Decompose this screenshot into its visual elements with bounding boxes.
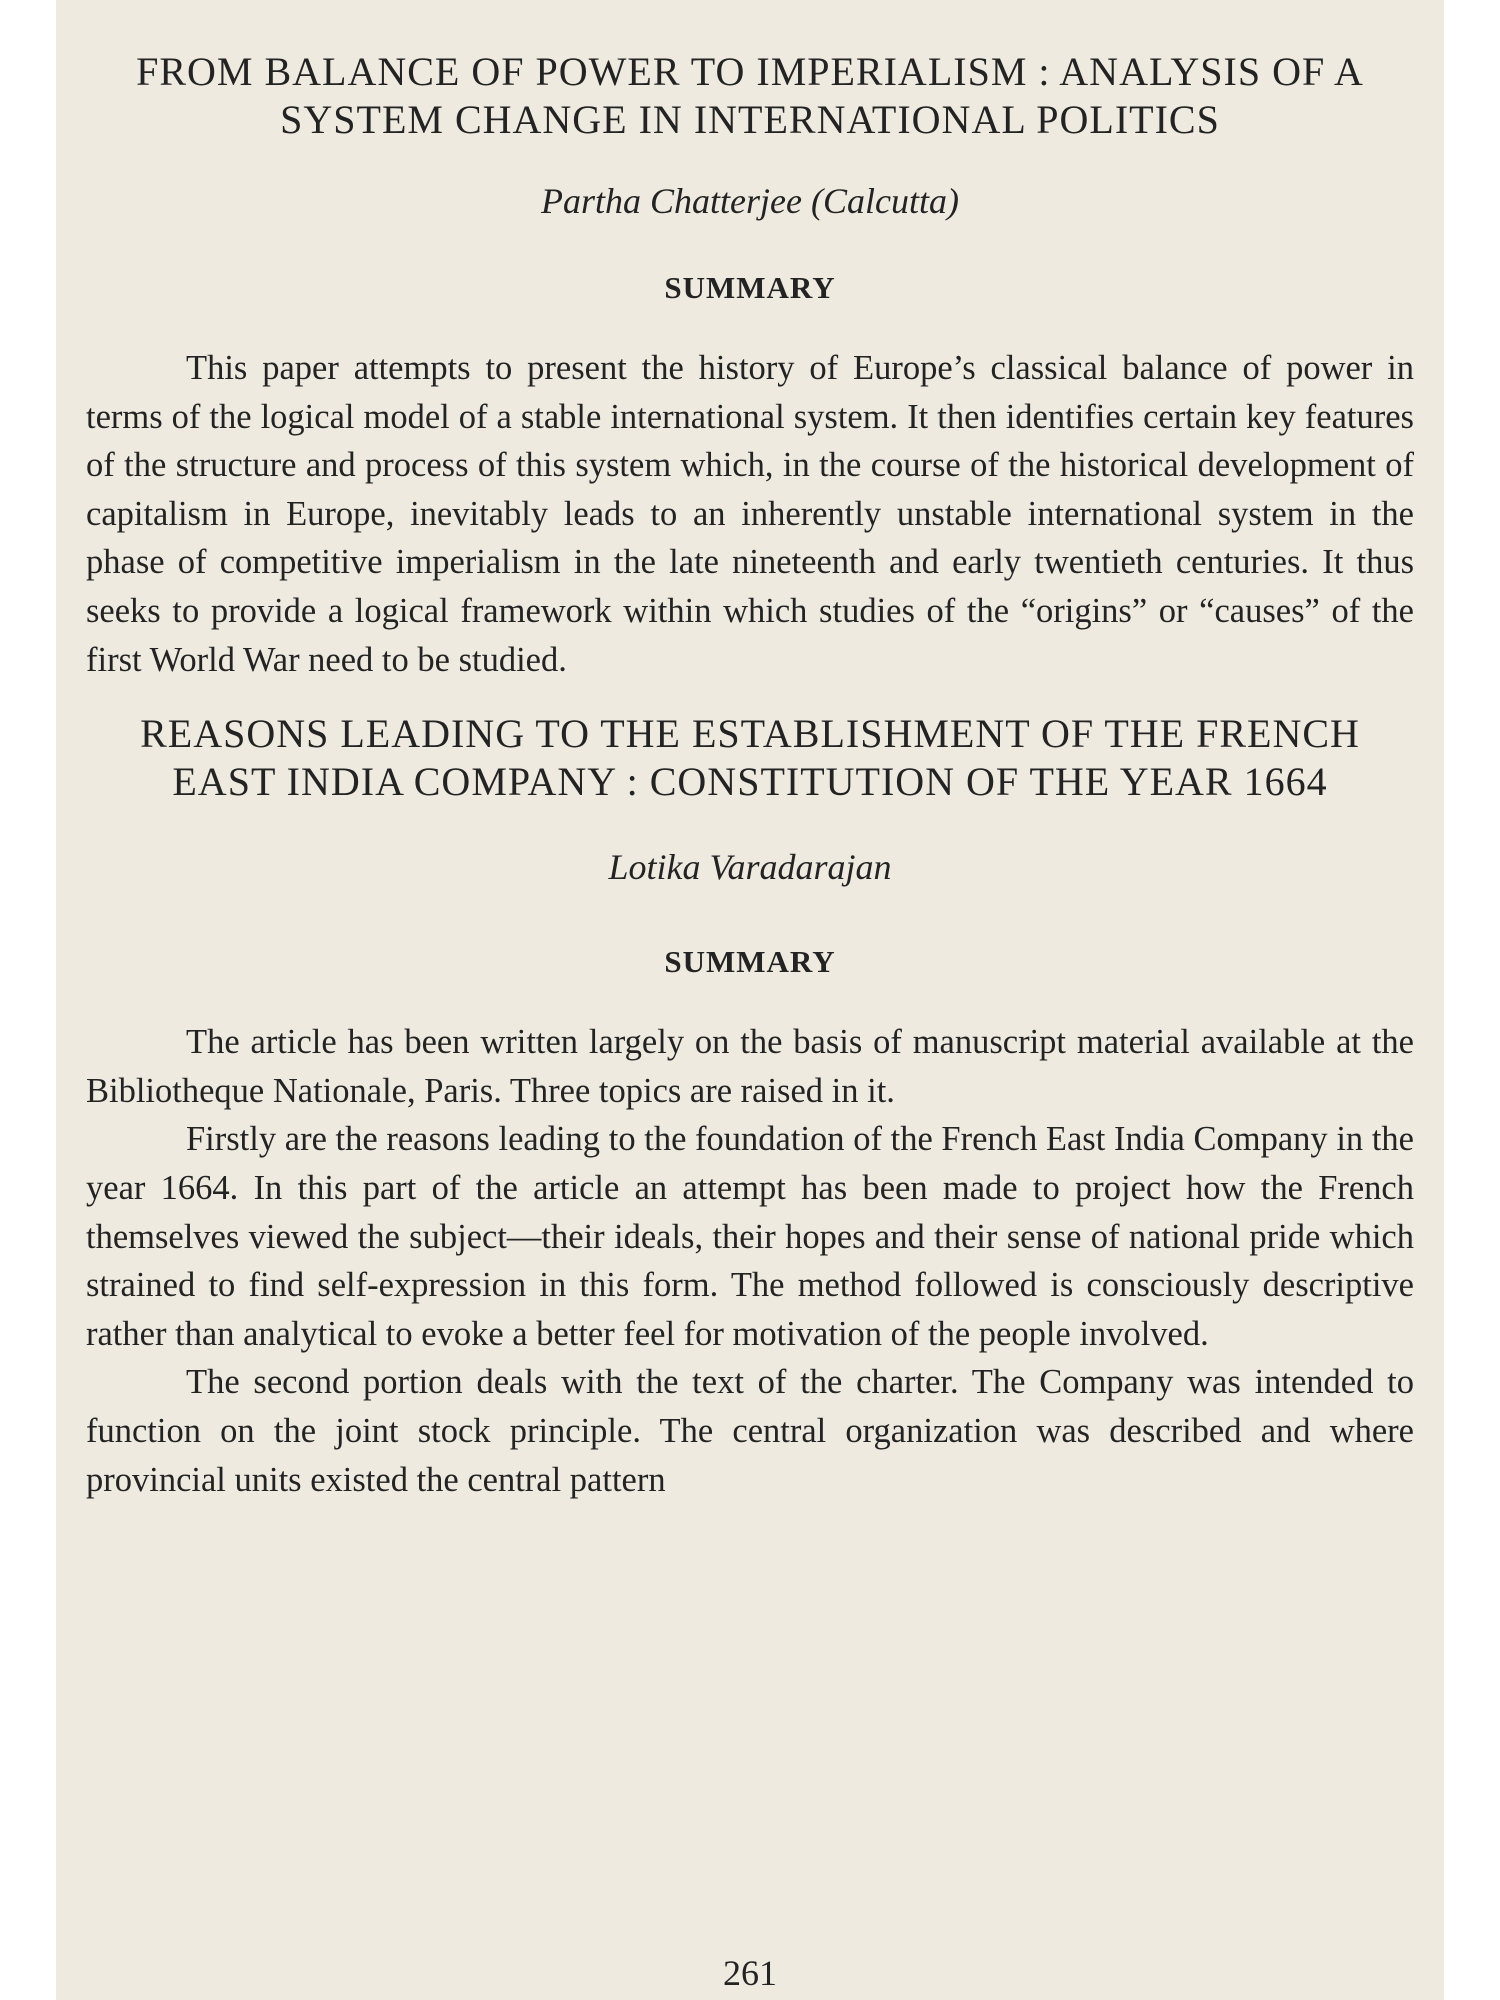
article1-author: Partha Chatterjee (Calcutta) [541, 181, 959, 221]
article2-paragraph: The second portion deals with the text of the charter. The Company was intended to function on the joint stock principle. The central organization was described and where provincial units existed the central pattern [86, 1363, 1414, 1499]
page-number: 261 [723, 1953, 777, 1993]
page-text [86, 48, 1414, 1504]
article2-title: REASONS LEADING TO THE ESTABLISHMENT OF THE FRENCH EAST INDIA COMPANY : CONSTITUTION OF THE YEAR 1664 [140, 711, 1360, 805]
article2-paragraph: Firstly are the reasons leading to the foundation of the French East India Company in the year 1664. In this part of the article an attempt has been made to project how the French themselves viewed the subject—their ideals, their hopes and their sense of national pride which strained to find self-expression in this form. The method followed is consciously descriptive rather than analytical to evoke a better feel for motivation of the people involved. [86, 1120, 1414, 1353]
article1-summary-heading: SUMMARY [664, 270, 836, 305]
article1-title: FROM BALANCE OF POWER TO IMPERIALISM : ANALYSIS OF A SYSTEM CHANGE IN INTERNATIONAL POLITICS [136, 49, 1364, 142]
article1-paragraph: This paper attempts to present the history of Europe’s classical balance of power in terms of the logical model of a stable international system. It then identifies certain key features of the structure and process of this system which, in the course of the historical development of capitalism in Europe, inevitably leads to an inherently unstable international system in the phase of competitive imperialism in the late nineteenth and early twentieth centuries. It thus seeks to provide a logical framework within which studies of the “origins” or “causes” of the first World War need to be studied. [86, 349, 1414, 679]
article2-author: Lotika Varadarajan [608, 847, 892, 888]
article2-paragraph: The article has been written largely on the basis of manuscript material available at the Bibliotheque Nationale, Paris. Three topics are raised in it. [86, 1023, 1414, 1110]
article2-summary-heading: SUMMARY [664, 944, 836, 980]
scanned-page [56, 0, 1444, 2000]
